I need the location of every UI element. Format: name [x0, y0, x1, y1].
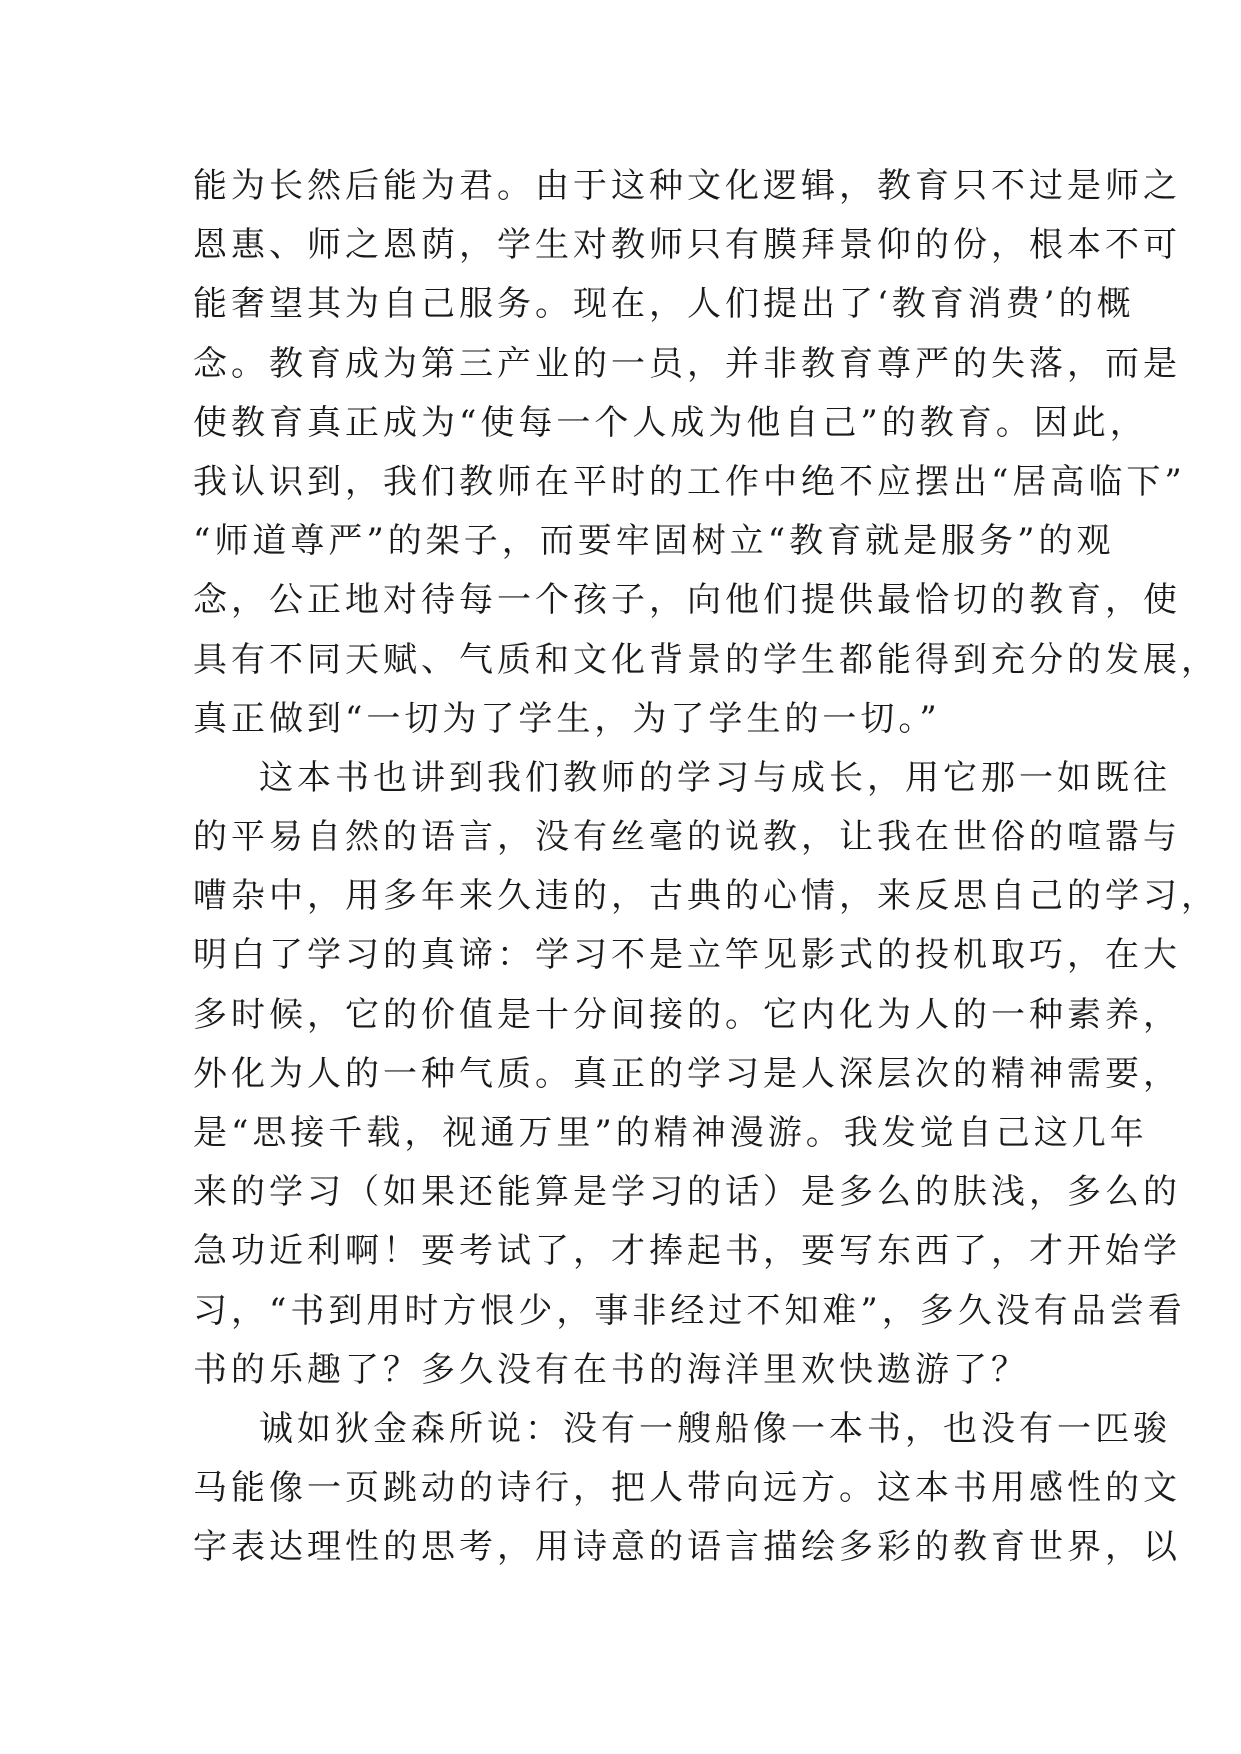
text-line: 具有不同天赋、气质和文化背景的学生都能得到充分的发展， [193, 639, 1219, 680]
text-line: 念，公正地对待每一个孩子，向他们提供最恰切的教育，使 [193, 580, 1181, 621]
text-line: 我认识到，我们教师在平时的工作中绝不应摆出“居高临下” [193, 461, 1186, 502]
text-line: 能为长然后能为君。由于这种文化逻辑，教育只不过是师之 [193, 166, 1181, 206]
text-line: 字表达理性的思考，用诗意的语言描绘多彩的教育世界，以 [193, 1527, 1181, 1568]
text-line: 使教育真正成为“使每一个人成为他自己”的教育。因此， [193, 402, 1148, 443]
text-line: 能奢望其为自己服务。现在，人们提出了‘教育消费’的概 [193, 284, 1135, 325]
text-line: 外化为人的一种气质。真正的学习是人深层次的精神需要， [193, 1053, 1181, 1094]
paragraph-2 [193, 749, 1219, 1400]
text-line: 的平易自然的语言，没有丝毫的说教，让我在世俗的喧嚣与 [193, 817, 1181, 858]
text-line: 恩惠、师之恩荫，学生对教师只有膜拜景仰的份，根本不可 [193, 225, 1181, 266]
text-line: 明白了学习的真谛：学习不是立竿见影式的投机取巧，在大 [193, 935, 1181, 976]
text-line: 马能像一页跳动的诗行，把人带向远方。这本书用感性的文 [193, 1468, 1181, 1509]
text-line: 急功近利啊！要考试了，才捧起书，要写东西了，才开始学 [193, 1231, 1181, 1272]
text-line: 书的乐趣了？多久没有在书的海洋里欢快遨游了？ [193, 1349, 1029, 1390]
paragraph-3 [193, 1400, 1181, 1578]
text-line: 习，“书到用时方恨少，事非经过不知难”，多久没有品尝看 [193, 1290, 1186, 1331]
text-line: 来的学习（如果还能算是学习的话）是多么的肤浅，多么的 [193, 1172, 1181, 1213]
text-line: 真正做到“一切为了学生，为了学生的一切。” [193, 698, 941, 739]
text-line: 嘈杂中，用多年来久违的，古典的心情，来反思自己的学习， [193, 876, 1219, 917]
text-line: “师道尊严”的架子，而要牢固树立“教育就是服务”的观 [193, 521, 1115, 562]
text-line: 多时候，它的价值是十分间接的。它内化为人的一种素养， [193, 994, 1181, 1035]
paragraph-1 [193, 157, 1219, 749]
text-line: 诚如狄金森所说：没有一艘船像一本书，也没有一匹骏 [259, 1408, 1171, 1449]
body-text [193, 157, 1219, 1578]
text-line: 念。教育成为第三产业的一员，并非教育尊严的失落，而是 [193, 343, 1181, 384]
text-line: 是“思接千载，视通万里”的精神漫游。我发觉自己这几年 [193, 1113, 1148, 1153]
text-line: 这本书也讲到我们教师的学习与成长，用它那一如既往 [259, 757, 1171, 798]
